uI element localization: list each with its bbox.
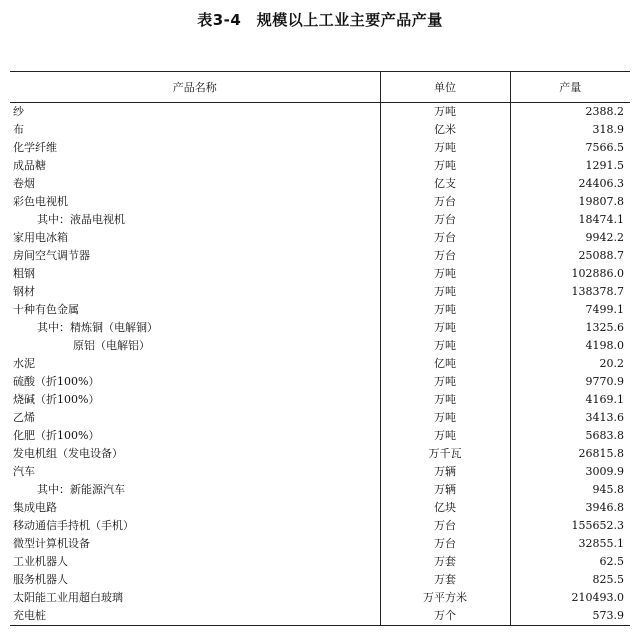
quantity-cell: 32855.1 (510, 535, 630, 553)
product-name-cell: 太阳能工业用超白玻璃 (13, 591, 123, 604)
product-name-cell: 集成电路 (13, 501, 57, 514)
product-name-cell: 家用电冰箱 (13, 231, 68, 244)
product-name-cell: 布 (13, 123, 24, 136)
product-name-cell: 钢材 (13, 285, 35, 298)
table-row (10, 193, 630, 211)
unit-cell: 万台 (380, 193, 510, 211)
unit-cell: 万吨 (380, 139, 510, 157)
unit-cell: 万台 (380, 229, 510, 247)
product-name-cell: 乙烯 (13, 411, 35, 424)
quantity-cell: 1325.6 (510, 319, 630, 337)
quantity-cell: 19807.8 (510, 193, 630, 211)
table-row (10, 103, 630, 122)
product-name-cell: 水泥 (13, 357, 35, 370)
unit-cell: 万台 (380, 535, 510, 553)
product-name-cell: 移动通信手持机（手机） (13, 519, 134, 532)
product-name-cell: 粗钢 (13, 267, 35, 280)
unit-cell: 万平方米 (380, 589, 510, 607)
table-row (10, 499, 630, 517)
product-name-cell: 化学纤维 (13, 141, 57, 154)
table-row (10, 553, 630, 571)
product-name-cell: 发电机组（发电设备） (13, 447, 123, 460)
table-row (10, 337, 630, 355)
table-row (10, 211, 630, 229)
table-row (10, 589, 630, 607)
unit-cell: 万吨 (380, 409, 510, 427)
quantity-cell: 4198.0 (510, 337, 630, 355)
product-name-cell: 彩色电视机 (13, 195, 68, 208)
product-name-cell: 化肥（折100%） (13, 429, 100, 442)
unit-cell: 万套 (380, 571, 510, 589)
unit-cell: 亿块 (380, 499, 510, 517)
table-row (10, 445, 630, 463)
unit-cell: 万吨 (380, 301, 510, 319)
table-row (10, 535, 630, 553)
table-header-row (10, 72, 630, 103)
quantity-cell: 155652.3 (510, 517, 630, 535)
quantity-cell: 210493.0 (510, 589, 630, 607)
product-name-cell: 原铝（电解铝） (73, 339, 150, 352)
table-row (10, 121, 630, 139)
quantity-cell: 138378.7 (510, 283, 630, 301)
product-name-cell: 其中：新能源汽车 (37, 483, 125, 496)
header-unit: 单位 (380, 72, 510, 103)
quantity-cell: 24406.3 (510, 175, 630, 193)
unit-cell: 万辆 (380, 481, 510, 499)
table-row (10, 283, 630, 301)
table-row (10, 319, 630, 337)
product-name-cell: 汽车 (13, 465, 35, 478)
product-name-cell: 烧碱（折100%） (13, 393, 100, 406)
quantity-cell: 5683.8 (510, 427, 630, 445)
quantity-cell: 3009.9 (510, 463, 630, 481)
quantity-cell: 20.2 (510, 355, 630, 373)
unit-cell: 万吨 (380, 319, 510, 337)
product-name-cell: 服务机器人 (13, 573, 68, 586)
table-row (10, 265, 630, 283)
table-row (10, 373, 630, 391)
quantity-cell: 825.5 (510, 571, 630, 589)
header-quantity: 产量 (510, 72, 630, 103)
unit-cell: 亿吨 (380, 355, 510, 373)
unit-cell: 万台 (380, 517, 510, 535)
table-row (10, 157, 630, 175)
unit-cell: 万辆 (380, 463, 510, 481)
table-row (10, 427, 630, 445)
unit-cell: 亿支 (380, 175, 510, 193)
unit-cell: 万千瓦 (380, 445, 510, 463)
unit-cell: 万台 (380, 247, 510, 265)
product-name-cell: 其中：液晶电视机 (37, 213, 125, 226)
unit-cell: 万吨 (380, 337, 510, 355)
unit-cell: 万吨 (380, 265, 510, 283)
quantity-cell: 7499.1 (510, 301, 630, 319)
quantity-cell: 62.5 (510, 553, 630, 571)
quantity-cell: 25088.7 (510, 247, 630, 265)
table-row (10, 229, 630, 247)
table-row (10, 463, 630, 481)
table-row (10, 355, 630, 373)
quantity-cell: 9770.9 (510, 373, 630, 391)
quantity-cell: 9942.2 (510, 229, 630, 247)
unit-cell: 万吨 (380, 103, 510, 122)
product-name-cell: 硫酸（折100%） (13, 375, 100, 388)
quantity-cell: 318.9 (510, 121, 630, 139)
table-row (10, 247, 630, 265)
table-row (10, 481, 630, 499)
table-row (10, 517, 630, 535)
product-name-cell: 纱 (13, 105, 24, 118)
table-row (10, 139, 630, 157)
quantity-cell: 3946.8 (510, 499, 630, 517)
product-name-cell: 工业机器人 (13, 555, 68, 568)
product-name-cell: 充电桩 (10, 607, 380, 626)
unit-cell: 亿米 (380, 121, 510, 139)
quantity-cell: 573.9 (510, 607, 630, 626)
unit-cell: 万台 (380, 211, 510, 229)
table-row (10, 607, 630, 626)
unit-cell: 万套 (380, 553, 510, 571)
table-body (10, 103, 630, 626)
unit-cell: 万吨 (380, 283, 510, 301)
table-row (10, 301, 630, 319)
table-row (10, 409, 630, 427)
quantity-cell: 4169.1 (510, 391, 630, 409)
unit-cell: 万吨 (380, 391, 510, 409)
product-name-cell: 其中：精炼铜（电解铜） (37, 321, 158, 334)
product-name-cell: 十种有色金属 (13, 303, 79, 316)
unit-cell: 万吨 (380, 157, 510, 175)
page-title: 表3-4 规模以上工业主要产品产量 (197, 11, 443, 29)
product-name-cell: 微型计算机设备 (13, 537, 90, 550)
unit-cell: 万吨 (380, 373, 510, 391)
quantity-cell: 18474.1 (510, 211, 630, 229)
production-table (10, 71, 630, 626)
unit-cell: 万个 (380, 607, 510, 626)
quantity-cell: 2388.2 (510, 103, 630, 122)
product-name-cell: 房间空气调节器 (13, 249, 90, 262)
product-name-cell: 卷烟 (13, 177, 35, 190)
quantity-cell: 945.8 (510, 481, 630, 499)
quantity-cell: 7566.5 (510, 139, 630, 157)
quantity-cell: 26815.8 (510, 445, 630, 463)
table-row (10, 175, 630, 193)
quantity-cell: 3413.6 (510, 409, 630, 427)
product-name-cell: 成品糖 (13, 159, 46, 172)
table-row (10, 391, 630, 409)
table-row (10, 571, 630, 589)
header-product-name: 产品名称 (10, 72, 380, 103)
quantity-cell: 1291.5 (510, 157, 630, 175)
quantity-cell: 102886.0 (510, 265, 630, 283)
unit-cell: 万吨 (380, 427, 510, 445)
